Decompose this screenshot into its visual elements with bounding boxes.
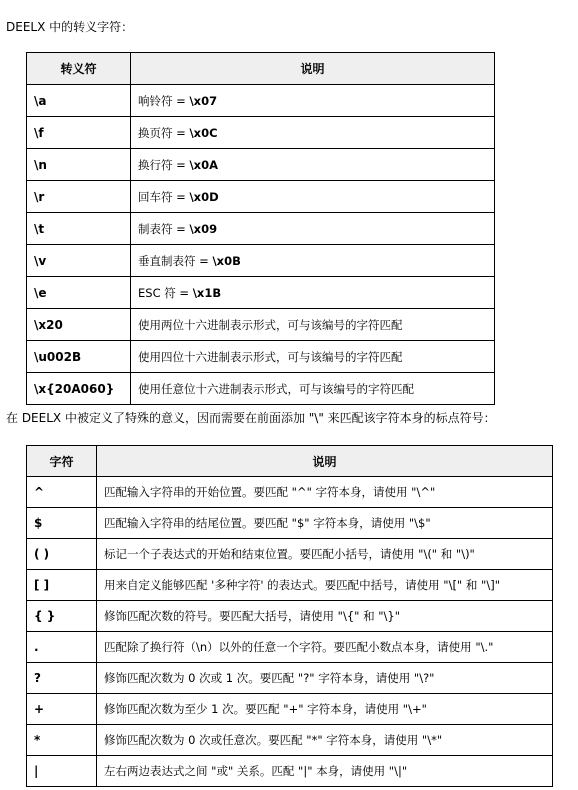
table-row [27, 539, 553, 570]
row-description-cell [97, 756, 553, 787]
row-description-cell [97, 694, 553, 725]
row-description-cell [131, 181, 495, 213]
intro-text-escape-chars: DEELX 中的转义字符： [6, 20, 134, 34]
table-row [27, 477, 553, 508]
row-key-cell: \x20 [27, 309, 131, 341]
row-description-text: 制表符 = [138, 221, 190, 236]
row-hex-code: \x0A [189, 157, 218, 172]
table-row [27, 341, 495, 373]
row-key-cell: \f [27, 117, 131, 149]
escape-char-table [26, 52, 495, 405]
row-description-text: 回车符 = [138, 189, 190, 204]
table-row [27, 117, 495, 149]
row-description-cell [131, 213, 495, 245]
row-description-text: 用来自定义能够匹配 '多种字符' 的表达式。要匹配中括号，请使用 "\[" 和 "\]" [104, 578, 500, 592]
table-row [27, 694, 553, 725]
row-key-cell: * [27, 725, 97, 756]
row-description-cell [97, 477, 553, 508]
table-row [27, 725, 553, 756]
row-description-text: 修饰匹配次数为至少 1 次。要匹配 "+" 字符本身，请使用 "\+" [104, 702, 427, 716]
row-description-text: 匹配除了换行符（\n）以外的任意一个字符。要匹配小数点本身，请使用 "\." [104, 640, 494, 654]
row-description-cell [97, 632, 553, 663]
row-description-text: 匹配输入字符串的结尾位置。要匹配 "$" 字符本身，请使用 "\$" [104, 516, 431, 530]
row-description-text: 使用任意位十六进制表示形式，可与该编号的字符匹配 [138, 381, 414, 396]
intro-text-special-chars: 在 DEELX 中被定义了特殊的意义，因而需要在前面添加 "\" 来匹配该字符本身的标点符号： [6, 411, 496, 425]
row-hex-code: \x07 [189, 93, 218, 108]
table-row [27, 213, 495, 245]
row-description-cell [97, 508, 553, 539]
row-description-text: 换行符 = [138, 157, 190, 172]
row-description-cell [97, 570, 553, 601]
row-description-text: ESC 符 = [138, 285, 193, 300]
column-header-description: 说明 [97, 446, 553, 477]
row-description-text: 左右两边表达式之间 "或" 关系。匹配 "|" 本身，请使用 "\|" [104, 764, 408, 778]
table-header-row [27, 53, 495, 85]
row-description-cell [131, 341, 495, 373]
column-header-escape: 转义符 [27, 53, 131, 85]
row-hex-code: \x0B [212, 253, 241, 268]
row-key-cell: ? [27, 663, 97, 694]
row-key-cell: \t [27, 213, 131, 245]
table-row [27, 149, 495, 181]
row-description-cell [131, 277, 495, 309]
table-row [27, 245, 495, 277]
row-description-text: 修饰匹配次数为 0 次或任意次。要匹配 "*" 字符本身，请使用 "\*" [104, 733, 443, 747]
row-description-cell [97, 539, 553, 570]
row-description-cell [131, 149, 495, 181]
table-row [27, 508, 553, 539]
row-description-text: 响铃符 = [138, 93, 190, 108]
row-key-cell: \a [27, 85, 131, 117]
row-key-cell: \u002B [27, 341, 131, 373]
table-row [27, 277, 495, 309]
row-hex-code: \x0D [189, 189, 219, 204]
row-key-cell: \n [27, 149, 131, 181]
row-key-cell: | [27, 756, 97, 787]
row-description-text: 修饰匹配次数的符号。要匹配大括号，请使用 "\{" 和 "\}" [104, 609, 401, 623]
row-description-text: 标记一个子表达式的开始和结束位置。要匹配小括号，请使用 "\(" 和 "\)" [104, 547, 475, 561]
row-description-cell [97, 663, 553, 694]
row-key-cell: \v [27, 245, 131, 277]
table-row [27, 601, 553, 632]
row-description-cell [131, 85, 495, 117]
row-description-text: 使用四位十六进制表示形式，可与该编号的字符匹配 [138, 349, 403, 364]
row-description-text: 垂直制表符 = [138, 253, 213, 268]
row-description-text: 换页符 = [138, 125, 190, 140]
row-description-text: 使用两位十六进制表示形式，可与该编号的字符匹配 [138, 317, 403, 332]
row-key-cell: { } [27, 601, 97, 632]
column-header-description: 说明 [131, 53, 495, 85]
table-row [27, 570, 553, 601]
row-hex-code: \x09 [189, 221, 218, 236]
table-header-row [27, 446, 553, 477]
row-key-cell: + [27, 694, 97, 725]
row-hex-code: \x0C [189, 125, 218, 140]
row-description-cell [131, 117, 495, 149]
column-header-char: 字符 [27, 446, 97, 477]
row-key-cell: \x{20A060} [27, 373, 131, 405]
row-description-cell [131, 309, 495, 341]
table-row [27, 373, 495, 405]
row-key-cell: ^ [27, 477, 97, 508]
table-row [27, 756, 553, 787]
table-row [27, 85, 495, 117]
row-description-text: 修饰匹配次数为 0 次或 1 次。要匹配 "?" 字符本身，请使用 "\?" [104, 671, 435, 685]
row-description-cell [131, 245, 495, 277]
row-key-cell: \e [27, 277, 131, 309]
table-row [27, 309, 495, 341]
row-description-cell [97, 601, 553, 632]
row-description-text: 匹配输入字符串的开始位置。要匹配 "^" 字符本身，请使用 "\^" [104, 485, 436, 499]
row-description-cell [131, 373, 495, 405]
row-hex-code: \x1B [192, 285, 222, 300]
table-row [27, 632, 553, 663]
table-row [27, 663, 553, 694]
row-key-cell: . [27, 632, 97, 663]
table-row [27, 181, 495, 213]
row-key-cell: [ ] [27, 570, 97, 601]
row-description-cell [97, 725, 553, 756]
row-key-cell: ( ) [27, 539, 97, 570]
row-key-cell: \r [27, 181, 131, 213]
row-key-cell: $ [27, 508, 97, 539]
special-char-table [26, 445, 553, 787]
